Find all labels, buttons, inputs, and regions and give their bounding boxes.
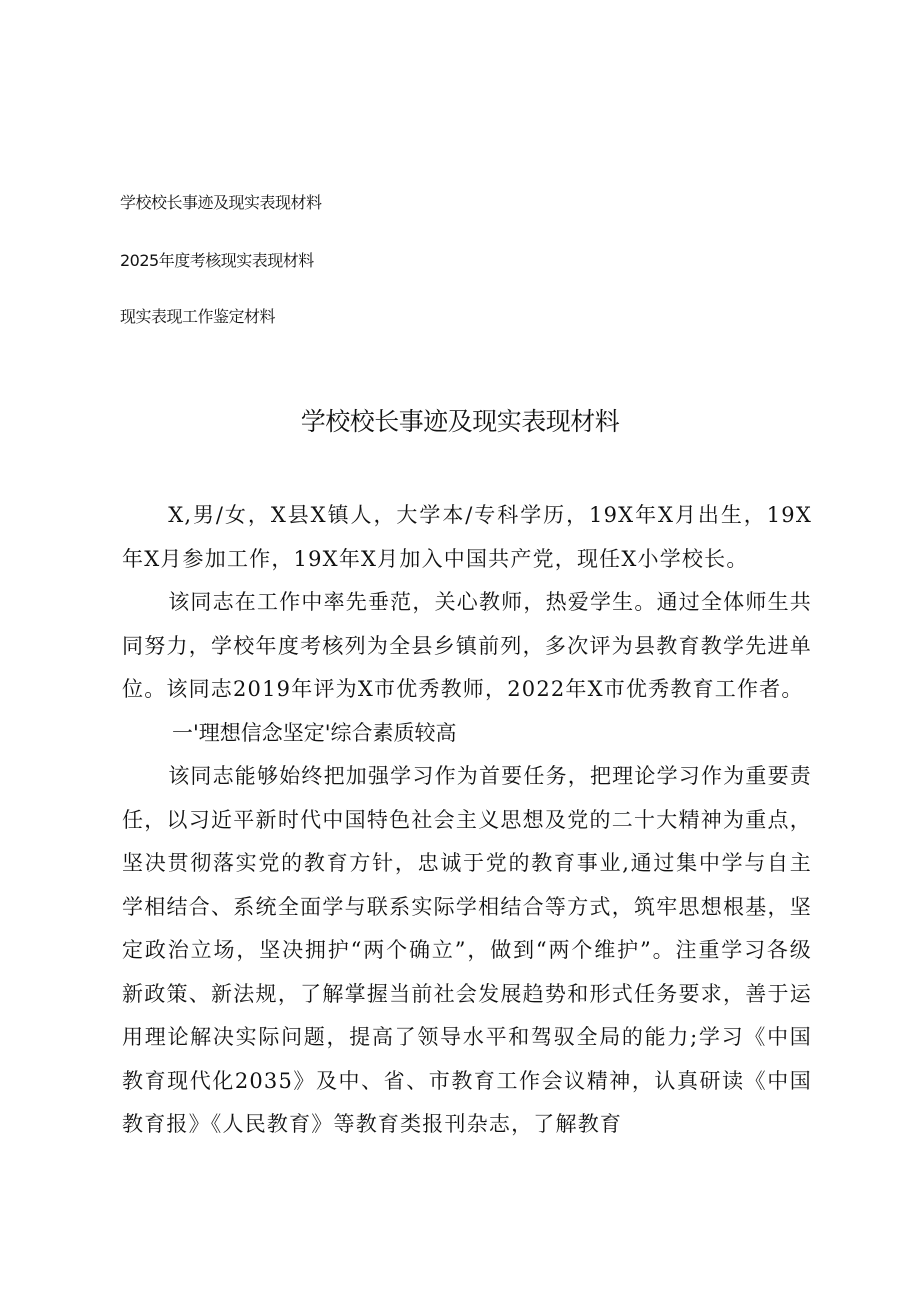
paragraph-achievements: 该同志在工作中率先垂范，关心教师，热爱学生。通过全体师生共同努力，学校年度考核列为全县乡镇前列，多次评为县教育教学先进单位。该同志2019年评为X市优秀教师，2022年X市优秀教育工作者。 <box>122 590 812 701</box>
toc-item-work-appraisal: 现实表现工作鉴定材料 <box>120 307 276 326</box>
section-heading: 一'理想信念坚定'综合素质较高 <box>172 720 457 745</box>
paragraph-personal-info: X,男/女，X县X镇人，大学本/专科学历，19X年X月出生，19X年X月参加工作，19X年X月加入中国共产党，现任X小学校长。 <box>122 503 812 571</box>
paragraph-section-body: 该同志能够始终把加强学习作为首要任务，把理论学习作为重要责任，以习近平新时代中国特色社会主义思想及党的二十大精神为重点，坚决贯彻落实党的教育方针，忠诚于党的教育事业,通过集中学与自主学相结合、系统全面学与联系实际学相结合等方式，筑牢思想根基，坚定政治立场，坚决拥护“两个确立”，做到“两个维护”。注重学习各级新政策、新法规，了解掌握当前社会发展趋势和形式任务要求，善于运用理论解决实际问题，提高了领导水平和驾驭全局的能力;学习《中国教育现代化2035》及中、省、市教育工作会议精神，认真研读《中国教育报》《人民教育》等教育类报刊杂志，了解教育 <box>122 764 812 1136</box>
document-title: 学校校长事迹及现实表现材料 <box>300 407 620 436</box>
document-body <box>122 494 812 1147</box>
toc-item-school-principal: 学校校长事迹及现实表现材料 <box>120 193 322 212</box>
toc-item-annual-assessment: 2025年度考核现实表现材料 <box>120 251 314 270</box>
